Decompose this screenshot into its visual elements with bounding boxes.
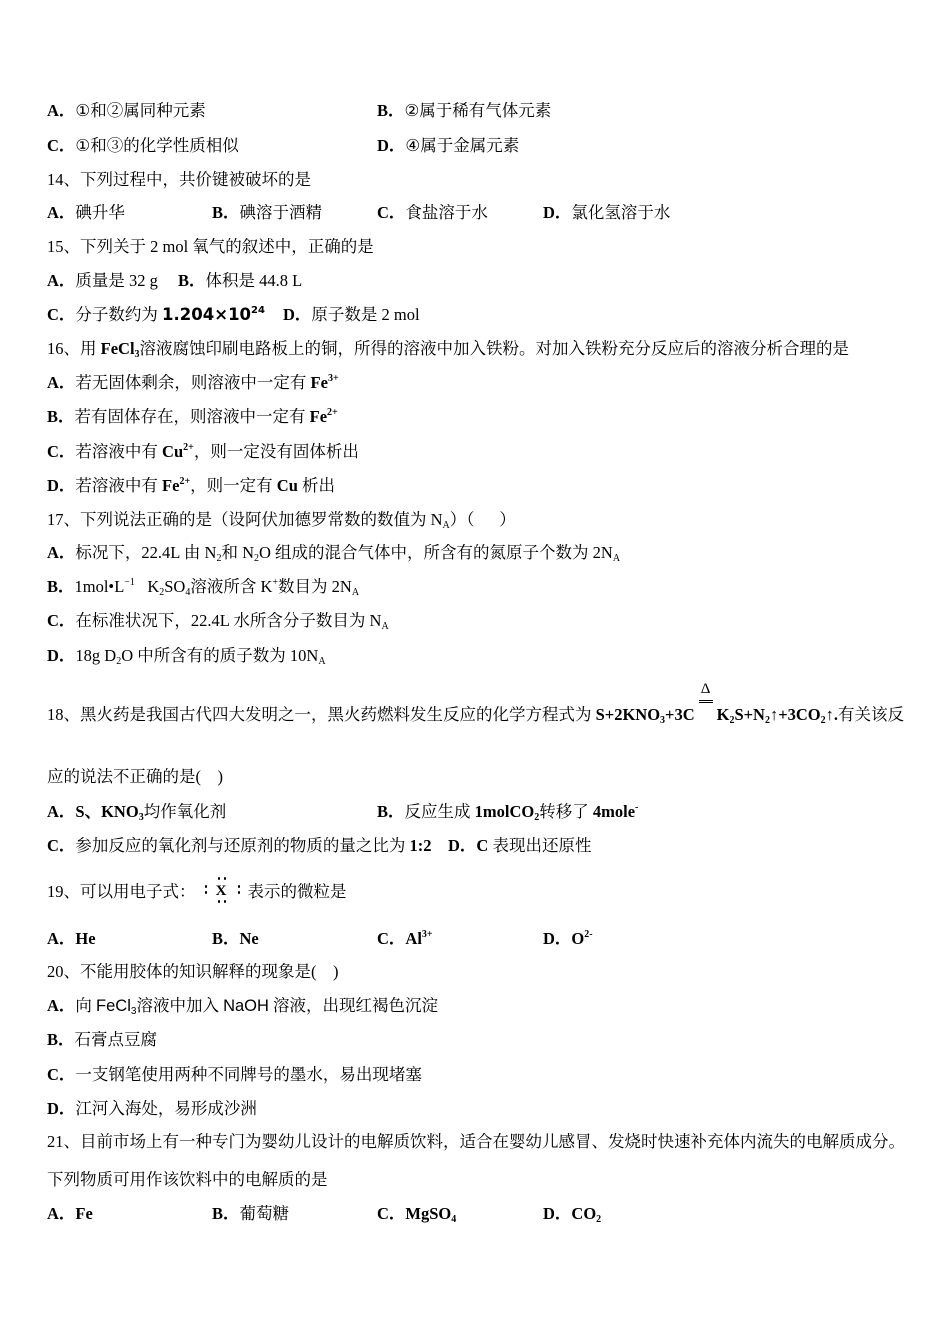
option-text: 1mol•L: [74, 577, 125, 596]
chemical-formula: K: [716, 705, 730, 724]
q19-option-a: [47, 928, 96, 950]
q19-stem: [47, 881, 347, 903]
subscript: A: [612, 553, 621, 564]
option-text: O 组成的混合气体中，所含有的氮原子个数为 2N: [258, 543, 613, 562]
option-label: A．: [47, 1204, 76, 1223]
option-text: K: [134, 577, 160, 596]
q20-option-c: [47, 1064, 422, 1086]
q21-option-d: [543, 1203, 601, 1225]
option-text: ，则一定没有固体析出: [193, 442, 359, 461]
stem-text: 17、下列说法正确的是（设阿伏加德罗常数的数值为 N: [47, 510, 443, 529]
option-label: D．: [283, 305, 312, 324]
option-label: B．: [47, 1030, 75, 1049]
option-text: 一支钢笔使用两种不同牌号的墨水，易出现堵塞: [75, 1065, 422, 1084]
chemical-formula: Ne: [239, 929, 259, 948]
chemical-formula: Fe: [310, 373, 328, 392]
option-text: 均作氧化剂: [143, 802, 227, 821]
q16-stem: [47, 338, 849, 360]
option-text: 质量是 32 g: [75, 271, 158, 290]
chemical-formula: FeCl: [96, 997, 131, 1015]
option-text: 溶液所含 K: [190, 577, 273, 596]
subscript: 3: [660, 715, 666, 726]
q13-option-b: [377, 100, 551, 122]
option-text: 分子数约为: [75, 305, 163, 324]
reaction-condition: [697, 681, 715, 726]
superscript-charge: 3+: [327, 373, 339, 384]
option-text: 在标准状况下，22.4L 水所含分子数目为 N: [75, 611, 382, 630]
element-symbol: X: [215, 883, 227, 899]
q17-option-c: [47, 610, 389, 632]
option-label: B．: [377, 802, 405, 821]
q14-stem: 14、下列过程中，共价键被破坏的是: [47, 170, 311, 189]
chemical-formula: 1molCO: [474, 802, 535, 821]
electron-dot: [218, 877, 221, 880]
chemical-formula: +3C: [665, 705, 695, 724]
subscript: 2: [764, 715, 770, 726]
option-label: D．: [47, 1099, 76, 1118]
option-label: C．: [377, 929, 406, 948]
q14-option-b: [212, 202, 322, 224]
option-label: C．: [47, 836, 76, 855]
option-label: C．: [377, 203, 406, 222]
option-text: 若溶液中有: [75, 442, 163, 461]
option-label: D．: [448, 836, 477, 855]
q21-stem-continued: 下列物质可用作该饮料中的电解质的是: [47, 1170, 328, 1189]
option-text: ①和③的化学性质相似: [75, 136, 239, 155]
chemical-formula: S+2KNO: [595, 705, 661, 724]
ratio-value: 1:2: [409, 836, 432, 855]
subscript: 4: [451, 1214, 457, 1225]
q18-option-b: [377, 801, 638, 823]
option-label: A．: [47, 996, 76, 1015]
subscript: 3: [130, 1006, 137, 1017]
stem-text: 表示的微粒是: [247, 882, 347, 901]
q21-option-a: [47, 1203, 93, 1225]
option-label: C．: [47, 611, 76, 630]
stem-text: 溶液腐蚀印刷电路板上的铜，所得的溶液中加入铁粉。对加入铁粉充分反应后的溶液分析合理的是: [139, 339, 850, 358]
option-label: B．: [47, 407, 75, 426]
chemical-formula: 4mole: [592, 802, 636, 821]
q16-option-a: [47, 372, 339, 394]
option-text: ①和②属同种元素: [75, 101, 206, 120]
chemical-formula: ↑.: [825, 705, 838, 724]
option-text: 碘溶于酒精: [239, 203, 323, 222]
q14-option-d: [543, 202, 670, 224]
scientific-number: 1.204×10: [162, 305, 252, 324]
electron-dot: [224, 877, 227, 880]
option-text: 转移了: [539, 802, 593, 821]
superscript-charge: -: [635, 802, 639, 813]
option-label: A．: [47, 373, 76, 392]
option-label: C．: [377, 1204, 406, 1223]
option-text: 18g D: [75, 646, 117, 665]
subscript: 2: [820, 715, 826, 726]
option-text: 原子数是 2 mol: [311, 305, 420, 324]
option-text: 向: [75, 996, 97, 1015]
subscript: A: [318, 656, 326, 667]
q14-option-a: [47, 202, 125, 224]
stem-text: 有关该反: [838, 705, 904, 724]
option-text: 若溶液中有: [75, 476, 163, 495]
option-label: C．: [47, 305, 76, 324]
q15-stem: 15、下列关于 2 mol 氧气的叙述中，正确的是: [47, 237, 374, 256]
option-label: C．: [47, 1065, 76, 1084]
option-label: A．: [47, 203, 76, 222]
option-text: 和 N: [221, 543, 254, 562]
chemical-formula: NaOH: [223, 997, 269, 1015]
stem-text: 19、可以用电子式：: [47, 882, 196, 901]
chemical-formula: CO: [571, 1204, 597, 1223]
option-label: C．: [47, 136, 76, 155]
option-text: ②属于稀有气体元素: [404, 101, 552, 120]
chemical-formula: He: [75, 929, 96, 948]
option-label: D．: [377, 136, 406, 155]
option-label: B．: [47, 577, 75, 596]
option-label: D．: [543, 929, 572, 948]
stem-text: 18、黑火药是我国古代四大发明之一，黑火药燃料发生反应的化学方程式为: [47, 705, 596, 724]
q17-option-b: [47, 576, 359, 598]
stem-text: ）（ ）: [449, 510, 516, 529]
q17-option-d: [47, 645, 326, 667]
chemical-formula: Cu: [276, 476, 298, 495]
option-label: A．: [47, 101, 76, 120]
chemical-formula: O: [571, 929, 585, 948]
chemical-formula: Cu: [162, 442, 184, 461]
subscript: 3: [134, 349, 140, 360]
electron-dot: [224, 900, 227, 903]
chemical-formula: Fe: [309, 407, 328, 426]
q21-option-c: [377, 1203, 456, 1225]
option-text: 碘升华: [75, 203, 125, 222]
q13-option-a: [47, 100, 206, 122]
option-label: B．: [212, 203, 240, 222]
option-label: C．: [47, 442, 76, 461]
chemical-formula: Fe: [162, 476, 180, 495]
option-text: 葡萄糖: [239, 1204, 290, 1223]
option-text: SO: [164, 577, 186, 596]
option-label: A．: [47, 271, 76, 290]
option-label: D．: [543, 1204, 572, 1223]
electron-dot: [205, 891, 208, 894]
subscript: A: [351, 587, 360, 598]
q19-option-b: [212, 928, 259, 950]
chemical-formula: S、KNO: [75, 802, 139, 821]
electron-dot-formula: [202, 881, 242, 903]
option-text: 参加反应的氧化剂与还原剂的物质的量之比为: [75, 836, 410, 855]
chemical-formula: Al: [405, 929, 422, 948]
q18-option-a: [47, 801, 226, 823]
chemical-formula: S+N: [734, 705, 765, 724]
option-text: 溶液中加入: [136, 996, 224, 1015]
subscript: 2: [159, 587, 165, 598]
superscript-charge: 2+: [327, 407, 338, 418]
q21-stem: 21、目前市场上有一种专门为婴幼儿设计的电解质饮料，适合在婴幼儿感冒、发烧时快速补充体内流失的电解质成分。: [47, 1132, 905, 1151]
option-text: O 中所含有的质子数为 10N: [121, 646, 319, 665]
option-label: D．: [543, 203, 572, 222]
option-text: 标况下，22.4L 由 N: [75, 543, 217, 562]
subscript: A: [442, 520, 450, 531]
electron-dot: [238, 885, 241, 888]
option-label: A．: [47, 543, 76, 562]
option-text: 若无固体剩余，则溶液中一定有: [75, 373, 311, 392]
q15-option-c: [47, 304, 265, 326]
option-text: 溶液，出现红褐色沉淀: [268, 996, 439, 1015]
q20-stem: 20、不能用胶体的知识解释的现象是( ): [47, 962, 339, 981]
electron-dot: [218, 900, 221, 903]
option-text: 江河入海处，易形成沙洲: [75, 1099, 257, 1118]
chemical-formula: MgSO: [405, 1204, 452, 1223]
q15-option-d: [283, 304, 420, 326]
q19-option-d: [543, 928, 593, 950]
q18-stem-continued: 应的说法不正确的是( ): [47, 767, 223, 786]
option-text: 体积是 44.8 L: [205, 271, 303, 290]
q18-stem: [47, 681, 904, 726]
q17-option-a: [47, 542, 620, 564]
superscript-charge: 2-: [584, 929, 593, 940]
superscript-charge: +: [272, 577, 279, 588]
subscript: 2: [253, 553, 259, 564]
subscript: 2: [729, 715, 735, 726]
option-text: 表现出还原性: [488, 836, 592, 855]
option-text: 石膏点豆腐: [74, 1030, 158, 1049]
option-text: 食盐溶于水: [405, 203, 488, 222]
subscript: 2: [596, 1214, 602, 1225]
q21-option-b: [212, 1203, 289, 1225]
option-text: 若有固体存在，则溶液中一定有: [74, 407, 310, 426]
q15-option-b: [178, 270, 302, 292]
stem-text: 16、用: [47, 339, 101, 358]
option-text: ，则一定有: [190, 476, 277, 495]
option-text: 数目为 2N: [278, 577, 352, 596]
reaction-double-line: [699, 700, 713, 703]
superscript-charge: 3+: [421, 929, 433, 940]
subscript: 3: [138, 812, 144, 823]
chemical-formula: C: [476, 836, 489, 855]
option-text: 析出: [297, 476, 335, 495]
superscript-charge: 2+: [179, 476, 191, 487]
q19-option-c: [377, 928, 433, 950]
q16-option-d: [47, 475, 335, 497]
chemical-formula: Fe: [75, 1204, 93, 1223]
option-label: A．: [47, 929, 76, 948]
option-label: D．: [47, 476, 76, 495]
option-text: ④属于金属元素: [405, 136, 520, 155]
subscript: 2: [116, 656, 122, 667]
heat-symbol: Δ: [700, 681, 711, 697]
subscript: 4: [185, 587, 191, 598]
q13-option-c: [47, 135, 239, 157]
option-label: B．: [212, 1204, 240, 1223]
q15-option-a: [47, 270, 158, 292]
option-label: B．: [178, 271, 206, 290]
q17-stem: [47, 509, 516, 531]
q16-option-b: [47, 406, 338, 428]
option-text: 氯化氢溶于水: [571, 203, 671, 222]
q20-option-d: [47, 1098, 257, 1120]
option-text: 反应生成: [404, 802, 475, 821]
chemical-formula: FeCl: [100, 339, 135, 358]
subscript: 2: [216, 553, 222, 564]
electron-dot: [238, 891, 241, 894]
q16-option-c: [47, 441, 359, 463]
superscript-charge: 2+: [183, 442, 194, 453]
superscript: −1: [124, 577, 135, 588]
q18-option-d: [448, 835, 591, 857]
q20-option-b: [47, 1029, 157, 1051]
q18-option-c: [47, 835, 432, 857]
subscript: 2: [534, 812, 540, 823]
subscript: A: [381, 621, 389, 632]
q20-option-a: [47, 995, 438, 1017]
superscript-exponent: 24: [251, 305, 265, 316]
option-label: D．: [47, 646, 76, 665]
option-label: B．: [377, 101, 405, 120]
q14-option-c: [377, 202, 488, 224]
chemical-formula: ↑+3CO: [769, 705, 821, 724]
q13-option-d: [377, 135, 519, 157]
option-label: A．: [47, 802, 76, 821]
electron-dot: [205, 885, 208, 888]
option-label: B．: [212, 929, 240, 948]
